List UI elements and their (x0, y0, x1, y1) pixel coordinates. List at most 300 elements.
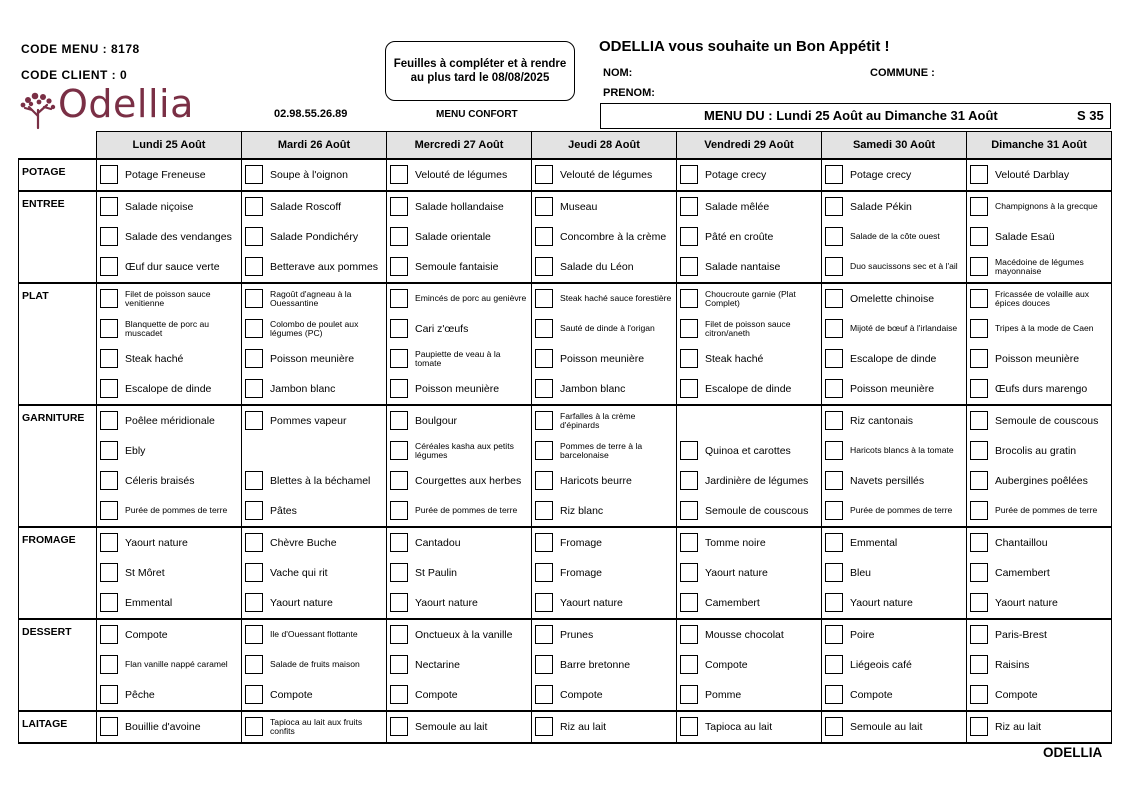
choice-checkbox[interactable] (535, 717, 553, 736)
menu-cell (387, 496, 532, 527)
choice-checkbox[interactable] (100, 533, 118, 552)
dish-label: Pâtes (270, 505, 297, 517)
choice-checkbox[interactable] (245, 227, 263, 246)
choice-checkbox[interactable] (245, 349, 263, 368)
menu-cell (822, 222, 967, 252)
menu-cell (532, 650, 677, 680)
category-label: ENTREE (19, 191, 97, 283)
dish-label: Blettes à la béchamel (270, 475, 371, 487)
menu-cell (967, 711, 1112, 743)
choice-checkbox[interactable] (245, 717, 263, 736)
choice-checkbox[interactable] (825, 349, 843, 368)
choice-checkbox[interactable] (245, 501, 263, 520)
choice-checkbox[interactable] (680, 165, 698, 184)
choice-checkbox[interactable] (245, 563, 263, 582)
menu-cell (532, 711, 677, 743)
week-number: S 35 (1077, 108, 1104, 123)
choice-checkbox[interactable] (970, 165, 988, 184)
choice-checkbox[interactable] (100, 501, 118, 520)
menu-row (19, 314, 1112, 344)
menu-cell (242, 222, 387, 252)
menu-cell (677, 159, 822, 191)
choice-checkbox[interactable] (245, 165, 263, 184)
choice-checkbox[interactable] (390, 593, 408, 612)
menu-row (19, 159, 1112, 191)
choice-checkbox[interactable] (825, 717, 843, 736)
choice-checkbox[interactable] (535, 471, 553, 490)
menu-cell (387, 344, 532, 374)
dish-label: Steak haché (125, 353, 184, 365)
choice-checkbox[interactable] (680, 533, 698, 552)
menu-cell (532, 374, 677, 405)
dish-label: Bleu (850, 567, 872, 579)
menu-row (19, 558, 1112, 588)
dish-label: Fromage (560, 537, 603, 549)
choice-checkbox[interactable] (825, 289, 843, 308)
dish-label: Salade nantaise (705, 261, 781, 273)
choice-checkbox[interactable] (245, 625, 263, 644)
choice-checkbox[interactable] (680, 563, 698, 582)
menu-cell (532, 496, 677, 527)
choice-checkbox[interactable] (390, 441, 408, 460)
choice-checkbox[interactable] (245, 379, 263, 398)
dish-label: Yaourt nature (560, 597, 623, 609)
menu-cell (677, 283, 822, 314)
menu-cell (242, 405, 387, 436)
choice-checkbox[interactable] (825, 533, 843, 552)
choice-checkbox[interactable] (390, 257, 408, 276)
choice-checkbox[interactable] (970, 471, 988, 490)
choice-checkbox[interactable] (100, 411, 118, 430)
choice-checkbox[interactable] (970, 625, 988, 644)
choice-checkbox[interactable] (970, 533, 988, 552)
choice-checkbox[interactable] (390, 625, 408, 644)
choice-checkbox[interactable] (825, 441, 843, 460)
code-menu: CODE MENU : 8178 (21, 42, 140, 56)
choice-checkbox[interactable] (100, 349, 118, 368)
dish-label: Navets persillés (850, 475, 925, 487)
choice-checkbox[interactable] (825, 165, 843, 184)
dish-label: Compote (560, 689, 603, 701)
dish-label: Tripes à la mode de Caen (995, 323, 1094, 334)
instructions-line-1: Feuilles à compléter et à rendre (393, 58, 567, 70)
menu-cell (822, 650, 967, 680)
dish-label: Yaourt nature (270, 597, 333, 609)
choice-checkbox[interactable] (825, 655, 843, 674)
choice-checkbox[interactable] (680, 685, 698, 704)
choice-checkbox[interactable] (535, 533, 553, 552)
menu-cell (822, 252, 967, 283)
menu-cell (387, 314, 532, 344)
dish-label: Duo saucissons sec et à l'ail (850, 261, 958, 272)
dish-label: Salade Esaü (995, 231, 1055, 243)
menu-cell (242, 466, 387, 496)
menu-cell (387, 436, 532, 466)
dish-label: Aubergines poêlées (995, 475, 1088, 487)
dish-label: Tapioca au lait (705, 721, 773, 733)
choice-checkbox[interactable] (100, 197, 118, 216)
choice-checkbox[interactable] (825, 471, 843, 490)
menu-cell (242, 252, 387, 283)
dish-label: Courgettes aux herbes (415, 475, 522, 487)
choice-checkbox[interactable] (535, 319, 553, 338)
menu-row (19, 283, 1112, 314)
choice-checkbox[interactable] (390, 319, 408, 338)
dish-label: Colombo de poulet aux légumes (PC) (270, 318, 359, 338)
menu-cell (532, 680, 677, 711)
dish-label: Yaourt nature (850, 597, 913, 609)
menu-cell (967, 252, 1112, 283)
choice-checkbox[interactable] (970, 411, 988, 430)
dish-label: Riz cantonais (850, 415, 914, 427)
menu-cell (532, 588, 677, 619)
choice-checkbox[interactable] (100, 289, 118, 308)
dish-label: Œuf dur sauce verte (125, 261, 220, 273)
menu-row (19, 405, 1112, 436)
dish-label: Escalope de dinde (125, 383, 212, 395)
dish-label: Betterave aux pommes (270, 261, 378, 273)
choice-checkbox[interactable] (825, 501, 843, 520)
choice-checkbox[interactable] (680, 197, 698, 216)
choice-checkbox[interactable] (100, 319, 118, 338)
menu-cell (967, 344, 1112, 374)
dish-label: Jardinière de légumes (705, 475, 809, 487)
dish-label: Poire (850, 629, 875, 641)
choice-checkbox[interactable] (390, 197, 408, 216)
menu-cell (97, 711, 242, 743)
choice-checkbox[interactable] (390, 471, 408, 490)
choice-checkbox[interactable] (825, 593, 843, 612)
logo-wordmark: Odellia (58, 82, 194, 126)
menu-cell (677, 680, 822, 711)
dish-label: Salade du Léon (560, 261, 634, 273)
menu-cell (387, 222, 532, 252)
menu-row (19, 650, 1112, 680)
choice-checkbox[interactable] (245, 319, 263, 338)
choice-checkbox[interactable] (535, 685, 553, 704)
menu-cell (677, 588, 822, 619)
dish-label: Omelette chinoise (850, 293, 935, 305)
choice-checkbox[interactable] (680, 441, 698, 460)
choice-checkbox[interactable] (390, 411, 408, 430)
choice-checkbox[interactable] (100, 655, 118, 674)
choice-checkbox[interactable] (825, 319, 843, 338)
menu-cell (677, 344, 822, 374)
choice-checkbox[interactable] (245, 197, 263, 216)
dish-label: Concombre à la crème (560, 231, 667, 243)
menu-cell (97, 436, 242, 466)
menu-cell (677, 650, 822, 680)
dish-label: Semoule au lait (850, 721, 923, 733)
dish-label: Purée de pommes de terre (415, 505, 518, 516)
choice-checkbox[interactable] (970, 289, 988, 308)
choice-checkbox[interactable] (825, 257, 843, 276)
menu-cell (242, 558, 387, 588)
menu-cell (532, 405, 677, 436)
choice-checkbox[interactable] (535, 165, 553, 184)
dish-label: Liégeois café (850, 659, 912, 671)
menu-cell (822, 374, 967, 405)
dish-label: Onctueux à la vanille (415, 629, 513, 641)
dish-label: Boulgour (415, 415, 458, 427)
choice-checkbox[interactable] (535, 379, 553, 398)
choice-checkbox[interactable] (680, 349, 698, 368)
menu-cell (532, 558, 677, 588)
menu-cell (822, 619, 967, 650)
choice-checkbox[interactable] (970, 379, 988, 398)
menu-row (19, 344, 1112, 374)
choice-checkbox[interactable] (390, 717, 408, 736)
choice-checkbox[interactable] (970, 349, 988, 368)
dish-label: Purée de pommes de terre (850, 505, 953, 516)
dish-label: Macédoine de légumes mayonnaise (995, 256, 1084, 276)
menu-cell (677, 405, 822, 436)
menu-cell (97, 466, 242, 496)
menu-cell (387, 619, 532, 650)
choice-checkbox[interactable] (535, 625, 553, 644)
menu-cell (532, 436, 677, 466)
menu-cell (967, 314, 1112, 344)
choice-checkbox[interactable] (390, 563, 408, 582)
dish-label: Chantaillou (995, 537, 1048, 549)
menu-cell (97, 374, 242, 405)
choice-checkbox[interactable] (100, 257, 118, 276)
dish-label: Fromage (560, 567, 603, 579)
menu-cell (822, 588, 967, 619)
choice-checkbox[interactable] (100, 593, 118, 612)
menu-cell (677, 374, 822, 405)
dish-label: Compote (270, 689, 313, 701)
dish-label: Choucroute garnie (Plat Complet) (705, 288, 796, 308)
choice-checkbox[interactable] (100, 165, 118, 184)
choice-checkbox[interactable] (970, 441, 988, 460)
dish-label: Poisson meunière (560, 353, 645, 365)
menu-cell (387, 159, 532, 191)
category-label: POTAGE (19, 159, 97, 191)
choice-checkbox[interactable] (100, 441, 118, 460)
choice-checkbox[interactable] (245, 471, 263, 490)
choice-checkbox[interactable] (245, 685, 263, 704)
dish-label: Jambon blanc (270, 383, 336, 395)
choice-checkbox[interactable] (535, 501, 553, 520)
choice-checkbox[interactable] (970, 319, 988, 338)
choice-checkbox[interactable] (535, 593, 553, 612)
dish-label: Pâté en croûte (705, 231, 774, 243)
menu-cell (387, 252, 532, 283)
dish-label: Céréales kasha aux petits légumes (415, 440, 514, 460)
choice-checkbox[interactable] (825, 685, 843, 704)
choice-checkbox[interactable] (825, 563, 843, 582)
choice-checkbox[interactable] (390, 349, 408, 368)
menu-cell (967, 159, 1112, 191)
choice-checkbox[interactable] (390, 379, 408, 398)
dish-label: Ragoût d'agneau à la Ouessantine (270, 288, 352, 308)
menu-cell (677, 619, 822, 650)
choice-checkbox[interactable] (825, 227, 843, 246)
dish-label: Pommes vapeur (270, 415, 347, 427)
choice-checkbox[interactable] (680, 227, 698, 246)
choice-checkbox[interactable] (680, 289, 698, 308)
choice-checkbox[interactable] (680, 257, 698, 276)
choice-checkbox[interactable] (535, 349, 553, 368)
dish-label: Tapioca au lait aux fruits confits (270, 716, 363, 736)
choice-checkbox[interactable] (535, 563, 553, 582)
choice-checkbox[interactable] (245, 289, 263, 308)
choice-checkbox[interactable] (535, 197, 553, 216)
menu-cell (97, 252, 242, 283)
dish-label: St Paulin (415, 567, 458, 579)
dish-label: Purée de pommes de terre (995, 505, 1098, 516)
choice-checkbox[interactable] (245, 257, 263, 276)
choice-checkbox[interactable] (680, 655, 698, 674)
choice-checkbox[interactable] (680, 319, 698, 338)
choice-checkbox[interactable] (535, 441, 553, 460)
dish-label: Haricots beurre (560, 475, 632, 487)
menu-cell (242, 711, 387, 743)
choice-checkbox[interactable] (390, 533, 408, 552)
choice-checkbox[interactable] (100, 379, 118, 398)
day-header-row (19, 132, 1112, 160)
dish-label: Velouté de légumes (415, 169, 508, 181)
choice-checkbox[interactable] (390, 165, 408, 184)
tree-logo-icon (18, 90, 58, 130)
choice-checkbox[interactable] (825, 197, 843, 216)
choice-checkbox[interactable] (970, 197, 988, 216)
menu-period: MENU DU : Lundi 25 Août au Dimanche 31 Août (704, 108, 998, 123)
dish-label: Riz blanc (560, 505, 604, 517)
dish-label: Semoule fantaisie (415, 261, 499, 273)
dish-label: Cari z'œufs (415, 323, 469, 335)
dish-label: Bouillie d'avoine (125, 721, 201, 733)
instructions-box (385, 41, 575, 101)
dish-label: St Môret (125, 567, 165, 579)
menu-cell (822, 680, 967, 711)
choice-checkbox[interactable] (680, 379, 698, 398)
dish-label: Mijoté de bœuf à l'irlandaise (850, 323, 958, 334)
menu-cell (532, 283, 677, 314)
choice-checkbox[interactable] (970, 227, 988, 246)
menu-cell (242, 680, 387, 711)
choice-checkbox[interactable] (245, 411, 263, 430)
choice-checkbox[interactable] (970, 685, 988, 704)
choice-checkbox[interactable] (390, 227, 408, 246)
menu-cell (967, 466, 1112, 496)
menu-cell (242, 344, 387, 374)
choice-checkbox[interactable] (390, 501, 408, 520)
menu-cell (242, 374, 387, 405)
choice-checkbox[interactable] (390, 289, 408, 308)
menu-cell (677, 222, 822, 252)
choice-checkbox[interactable] (680, 717, 698, 736)
dish-label: Compote (415, 689, 458, 701)
choice-checkbox[interactable] (245, 533, 263, 552)
choice-checkbox[interactable] (535, 257, 553, 276)
choice-checkbox[interactable] (825, 625, 843, 644)
dish-label: Nectarine (415, 659, 460, 671)
choice-checkbox[interactable] (100, 685, 118, 704)
dish-label: Escalope de dinde (850, 353, 937, 365)
dish-label: Salade Pékin (850, 201, 912, 213)
choice-checkbox[interactable] (970, 563, 988, 582)
menu-cell (677, 466, 822, 496)
choice-checkbox[interactable] (970, 257, 988, 276)
choice-checkbox[interactable] (680, 625, 698, 644)
menu-cell (967, 588, 1112, 619)
choice-checkbox[interactable] (100, 227, 118, 246)
choice-checkbox[interactable] (680, 593, 698, 612)
menu-cell (967, 222, 1112, 252)
choice-checkbox[interactable] (100, 717, 118, 736)
menu-cell (822, 711, 967, 743)
choice-checkbox[interactable] (970, 501, 988, 520)
choice-checkbox[interactable] (970, 655, 988, 674)
menu-row (19, 527, 1112, 558)
dish-label: Œufs durs marengo (995, 383, 1088, 395)
choice-checkbox[interactable] (100, 625, 118, 644)
choice-checkbox[interactable] (245, 655, 263, 674)
menu-cell (532, 222, 677, 252)
dish-label: Riz au lait (995, 721, 1042, 733)
choice-checkbox[interactable] (535, 655, 553, 674)
dish-label: Camembert (995, 567, 1050, 579)
menu-cell (532, 619, 677, 650)
nom-label: NOM: (603, 67, 633, 79)
menu-cell (242, 159, 387, 191)
choice-checkbox[interactable] (100, 563, 118, 582)
menu-cell (677, 496, 822, 527)
welcome-title: ODELLIA vous souhaite un Bon Appétit ! (599, 38, 890, 55)
menu-period-box (600, 103, 1111, 129)
menu-cell (967, 650, 1112, 680)
choice-checkbox[interactable] (680, 501, 698, 520)
choice-checkbox[interactable] (825, 411, 843, 430)
choice-checkbox[interactable] (535, 227, 553, 246)
dish-label: Champignons à la grecque (995, 201, 1098, 212)
choice-checkbox[interactable] (825, 379, 843, 398)
dish-label: Salade Pondichéry (270, 231, 359, 243)
choice-checkbox[interactable] (970, 717, 988, 736)
menu-cell (242, 527, 387, 558)
dish-label: Poisson meunière (415, 383, 500, 395)
dish-label: Poêlee méridionale (125, 415, 215, 427)
dish-label: Soupe à l'oignon (270, 169, 348, 181)
menu-cell (822, 466, 967, 496)
menu-cell (822, 558, 967, 588)
menu-cell (242, 588, 387, 619)
menu-cell (677, 314, 822, 344)
day-header: Mardi 26 Août (242, 132, 387, 160)
choice-checkbox[interactable] (100, 471, 118, 490)
choice-checkbox[interactable] (245, 593, 263, 612)
menu-cell (967, 680, 1112, 711)
dish-label: Barre bretonne (560, 659, 631, 671)
choice-checkbox[interactable] (390, 685, 408, 704)
dish-label: Salade des vendanges (125, 231, 232, 243)
menu-cell (532, 344, 677, 374)
menu-cell (242, 283, 387, 314)
choice-checkbox[interactable] (535, 411, 553, 430)
choice-checkbox[interactable] (970, 593, 988, 612)
menu-cell (967, 436, 1112, 466)
menu-cell (242, 314, 387, 344)
choice-checkbox[interactable] (535, 289, 553, 308)
day-header: Vendredi 29 Août (677, 132, 822, 160)
menu-cell (677, 527, 822, 558)
dish-label: Salade de la côte ouest (850, 231, 940, 242)
choice-checkbox[interactable] (680, 471, 698, 490)
choice-checkbox[interactable] (390, 655, 408, 674)
menu-cell (532, 314, 677, 344)
